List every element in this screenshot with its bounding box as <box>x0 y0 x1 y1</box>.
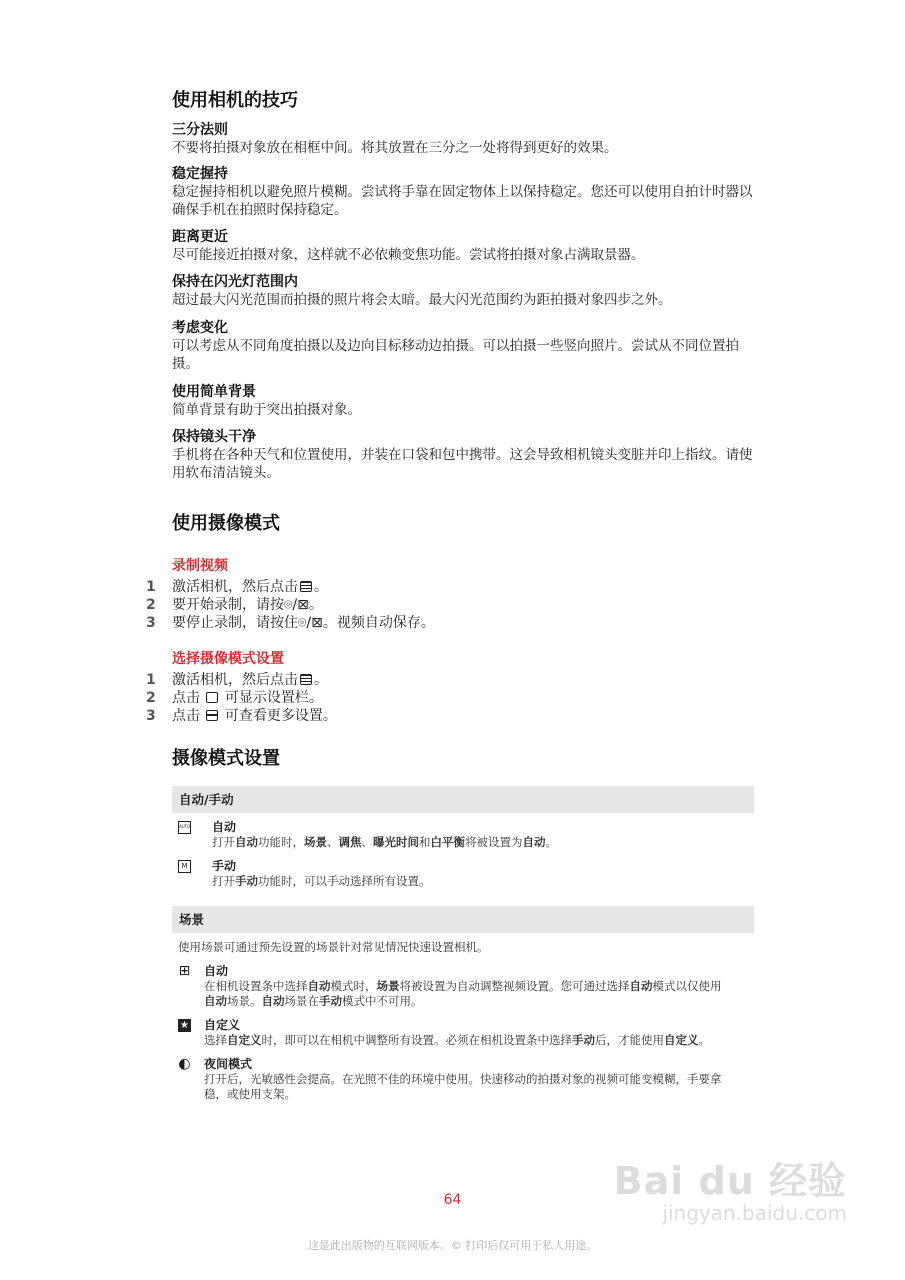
step-text-end: 。 <box>314 579 328 595</box>
step-number: 1 <box>146 672 156 688</box>
setting-row-manual <box>178 859 754 889</box>
tip-title: 三分法则 <box>172 122 228 138</box>
section-title-video-mode: 使用摄像模式 <box>172 513 280 534</box>
tip-body: 超过最大闪光范围而拍摄的照片将会太暗。最大闪光范围约为距拍摄对象四步之外。 <box>172 292 672 308</box>
step-number: 3 <box>146 615 156 631</box>
camera-shutter-icon: ⌾/⊠ <box>298 615 323 631</box>
tip-variation <box>172 319 757 373</box>
table-header-scene: 场景 <box>172 906 754 933</box>
footer-note: 这是此出版物的互联网版本。© 打印后仅可用于私人用途。 <box>307 1239 598 1252</box>
settings-step-3 <box>146 707 337 725</box>
tip-title: 保持在闪光灯范围内 <box>172 274 298 290</box>
tip-rule-of-thirds <box>172 121 757 157</box>
setting-title: 手动 <box>212 859 237 873</box>
tip-hold-steady <box>172 165 757 219</box>
tip-body: 简单背景有助于突出拍摄对象。 <box>172 402 361 418</box>
tip-title: 稳定握持 <box>172 166 228 182</box>
more-settings-icon <box>206 710 218 721</box>
step-text: 点击 <box>172 690 200 706</box>
setting-title: 夜间模式 <box>204 1057 253 1071</box>
step-text: 激活相机，然后点击 <box>172 672 298 688</box>
tip-title: 考虑变化 <box>172 320 228 336</box>
tip-body: 稳定握持相机以避免照片模糊。尝试将手靠在固定物体上以保持稳定。您还可以使用自拍计时器以确保手机在拍照时保持稳定。 <box>172 184 753 218</box>
page-number: 64 <box>443 1192 462 1208</box>
step-text: 要开始录制，请按 <box>172 597 284 613</box>
step-text: 要停止录制，请按住 <box>172 615 298 631</box>
tip-simple-background <box>172 383 757 419</box>
tip-title: 距离更近 <box>172 229 228 245</box>
step-text-end: 可显示设置栏。 <box>220 690 323 706</box>
custom-star-icon: ★ <box>178 1019 191 1032</box>
setting-description: 打开手动功能时，可以手动选择所有设置。 <box>212 874 431 888</box>
tip-title: 使用简单背景 <box>172 384 256 400</box>
night-mode-icon: ◐ <box>178 1056 191 1072</box>
record-step-3 <box>146 614 435 632</box>
step-number: 2 <box>146 597 156 613</box>
tip-get-closer <box>172 228 757 264</box>
manual-mode-icon: M <box>178 860 191 873</box>
setting-title: 自动 <box>204 964 229 978</box>
step-text: 点击 <box>172 708 200 724</box>
settings-step-1 <box>146 671 328 689</box>
scene-auto-icon: ⊞ <box>178 963 191 979</box>
menu-icon <box>300 674 312 685</box>
menu-icon <box>300 581 312 592</box>
step-number: 2 <box>146 690 156 706</box>
step-text-end: 可查看更多设置。 <box>220 708 337 724</box>
setting-title: 自定义 <box>204 1018 241 1032</box>
step-number: 1 <box>146 579 156 595</box>
scene-row-night <box>178 1057 754 1102</box>
tip-body: 可以考虑从不同角度拍摄以及边向目标移动边拍摄。可以拍摄一些竖向照片。尝试从不同位置拍摄。 <box>172 338 739 372</box>
step-text-end: 。 <box>314 672 328 688</box>
settings-step-2 <box>146 689 323 707</box>
tip-title: 保持镜头干净 <box>172 429 256 445</box>
step-text: 激活相机，然后点击 <box>172 579 298 595</box>
camera-shutter-icon: ⌾/⊠ <box>284 597 309 613</box>
record-step-1 <box>146 578 328 596</box>
step-text-end: 。视频自动保存。 <box>322 615 435 631</box>
auto-mode-icon: AUTO <box>178 821 191 834</box>
setting-description: 打开后，光敏感性会提高。在光照不佳的环境中使用。快速移动的拍摄对象的视频可能变模糊，手要拿稳，或使用支架。 <box>204 1072 722 1101</box>
tip-body: 手机将在各种天气和位置使用，并装在口袋和包中携带。这会导致相机镜头变脏并印上指纹。请使用软布清洁镜头。 <box>172 447 753 481</box>
table-header-auto-manual: 自动/手动 <box>172 786 754 813</box>
scene-row-custom <box>178 1018 754 1048</box>
setting-title: 自动 <box>212 820 237 834</box>
section-title-camera-tips: 使用相机的技巧 <box>172 90 298 111</box>
setting-row-auto <box>178 820 754 850</box>
setting-description-line1: 在相机设置条中选择自动模式时，场景将被设置为自动调整视频设置。您可通过选择自动模式以仅使用 <box>204 979 722 993</box>
subheading-record-video: 录制视频 <box>172 558 228 574</box>
step-number: 3 <box>146 708 156 724</box>
baidu-watermark <box>614 1150 847 1225</box>
setting-description-line2: 自动场景。自动场景在手动模式中不可用。 <box>204 994 423 1008</box>
tip-clean-lens <box>172 428 757 482</box>
setting-description: 打开自动功能时，场景、调焦、曝光时间和白平衡将被设置为自动。 <box>212 835 557 849</box>
setting-description: 选择自定义时，即可以在相机中调整所有设置。必须在相机设置条中选择手动后，才能使用自定义。 <box>204 1033 710 1047</box>
tip-body: 尽可能接近拍摄对象，这样就不必依赖变焦功能。尝试将拍摄对象占满取景器。 <box>172 247 645 263</box>
scene-row-auto <box>178 964 754 1009</box>
watermark-brand: Bai du 经验 <box>613 1159 847 1203</box>
tip-flash-range <box>172 273 757 309</box>
record-step-2 <box>146 596 323 614</box>
section-title-video-settings: 摄像模式设置 <box>172 748 280 769</box>
scene-intro: 使用场景可通过预先设置的场景针对常见情况快速设置相机。 <box>178 940 489 954</box>
settings-bar-icon <box>206 692 218 703</box>
step-text-end: 。 <box>308 597 323 613</box>
tip-body: 不要将拍摄对象放在相框中间。将其放置在三分之一处将得到更好的效果。 <box>172 140 618 156</box>
watermark-url: jingyan.baidu.com <box>662 1201 847 1225</box>
subheading-select-settings: 选择摄像模式设置 <box>172 651 284 667</box>
